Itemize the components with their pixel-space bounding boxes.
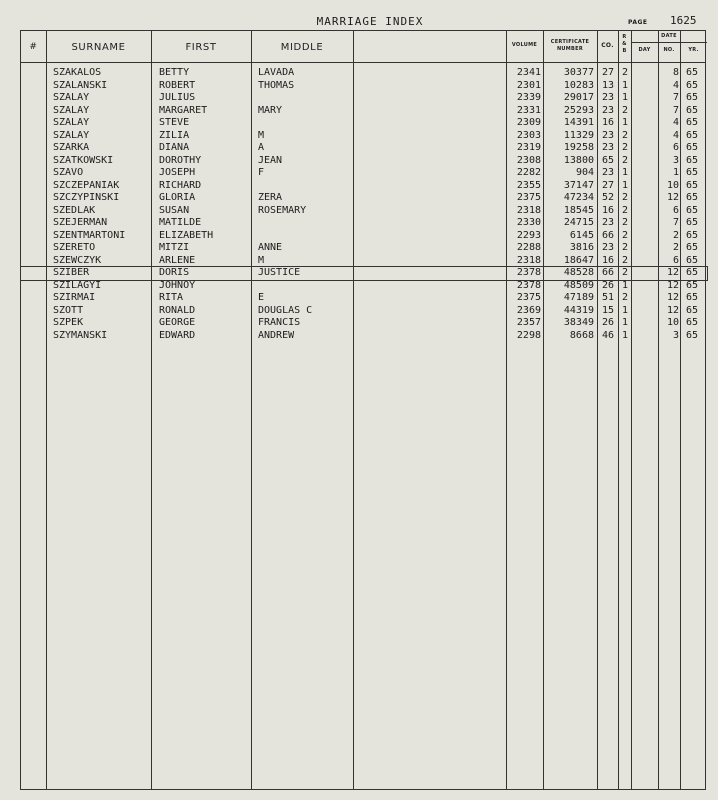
certificate-cell: 38349 [563, 317, 594, 328]
volume-cell: 2375 [516, 292, 541, 303]
month-cell: 12 [666, 292, 679, 303]
rb-cell: 2 [621, 204, 629, 216]
table-row [21, 242, 707, 255]
certificate-cell: 25293 [563, 104, 594, 116]
volume-cell: 2303 [516, 129, 541, 141]
surname-cell: SZPEK [53, 317, 84, 328]
certificate-cell: 904 [575, 167, 594, 178]
col-header-middle: MIDDLE [280, 42, 324, 53]
rb-cell: 2 [621, 104, 629, 116]
year-cell: 65 [685, 329, 699, 341]
first-name-cell: MARGARET [159, 104, 208, 116]
month-cell: 2 [672, 229, 679, 241]
year-cell: 65 [685, 92, 699, 103]
year-cell: 65 [685, 292, 699, 303]
table-row [21, 305, 707, 318]
table-row [21, 217, 707, 230]
table-row [21, 142, 707, 155]
table-row [21, 130, 707, 143]
rb-cell: 2 [621, 229, 629, 241]
col-header-certificate-number: NUMBER [556, 46, 584, 52]
table-row [21, 105, 707, 118]
col-header-rb: B [622, 48, 627, 54]
month-cell: 7 [672, 92, 679, 103]
middle-name-cell: FRANCIS [258, 317, 301, 328]
county-cell: 13 [601, 79, 615, 91]
month-cell: 10 [666, 317, 679, 328]
county-cell: 66 [601, 229, 615, 241]
county-cell: 16 [601, 204, 615, 216]
year-cell: 65 [685, 279, 699, 291]
first-name-cell: DIANA [159, 142, 190, 153]
month-cell: 3 [672, 329, 679, 341]
table-row [21, 92, 707, 105]
middle-name-cell: ANNE [258, 242, 283, 253]
col-header-rb: & [622, 41, 627, 47]
surname-cell: SZALAY [53, 92, 90, 103]
header-divider [21, 62, 705, 63]
county-cell: 46 [601, 329, 615, 341]
rb-cell: 2 [621, 192, 629, 203]
certificate-cell: 10283 [563, 79, 594, 91]
page-number: 1625 [670, 14, 697, 27]
rb-cell: 2 [621, 217, 629, 228]
month-cell: 1 [672, 167, 679, 178]
month-cell: 7 [672, 217, 679, 228]
month-cell: 2 [672, 242, 679, 253]
volume-cell: 2341 [516, 67, 541, 78]
certificate-cell: 11329 [563, 129, 594, 141]
middle-name-cell: ZERA [258, 192, 283, 203]
first-name-cell: DOROTHY [159, 154, 202, 166]
volume-cell: 2293 [516, 229, 541, 241]
first-name-cell: ELIZABETH [159, 229, 214, 241]
col-header-no: NO. [663, 47, 675, 53]
surname-cell: SZALAY [53, 117, 90, 128]
rb-cell: 2 [621, 129, 629, 141]
county-cell: 23 [601, 217, 615, 228]
certificate-cell: 8668 [569, 329, 594, 341]
first-name-cell: GLORIA [159, 192, 196, 203]
first-name-cell: MATILDE [159, 217, 202, 228]
surname-cell: SZOTT [53, 304, 84, 316]
volume-cell: 2298 [516, 329, 541, 341]
first-name-cell: ZILIA [159, 129, 190, 141]
month-cell: 4 [672, 129, 679, 141]
year-cell: 65 [685, 254, 699, 266]
county-cell: 23 [601, 104, 615, 116]
volume-cell: 2378 [516, 267, 541, 278]
rb-cell: 2 [621, 267, 629, 278]
volume-cell: 2355 [516, 179, 541, 191]
middle-name-cell: JEAN [258, 154, 283, 166]
certificate-cell: 14391 [563, 117, 594, 128]
year-cell: 65 [685, 317, 699, 328]
rb-cell: 1 [621, 92, 629, 103]
month-cell: 6 [672, 204, 679, 216]
year-cell: 65 [685, 142, 699, 153]
county-cell: 23 [601, 129, 615, 141]
first-name-cell: STEVE [159, 117, 190, 128]
year-cell: 65 [685, 104, 699, 116]
year-cell: 65 [685, 167, 699, 178]
volume-cell: 2369 [516, 304, 541, 316]
middle-name-cell: THOMAS [258, 79, 295, 91]
first-name-cell: MITZI [159, 242, 190, 253]
first-name-cell: DORIS [159, 267, 190, 278]
rb-cell: 1 [621, 279, 629, 291]
middle-name-cell: MARY [258, 104, 283, 116]
year-cell: 65 [685, 192, 699, 203]
certificate-cell: 3816 [569, 242, 594, 253]
rb-cell: 1 [621, 179, 629, 191]
year-cell: 65 [685, 204, 699, 216]
month-cell: 12 [666, 304, 679, 316]
surname-cell: SZALAY [53, 104, 90, 116]
month-cell: 3 [672, 154, 679, 166]
volume-cell: 2357 [516, 317, 541, 328]
certificate-cell: 29017 [563, 92, 594, 103]
col-header-first: FIRST [185, 42, 217, 53]
surname-cell: SZYMANSKI [53, 329, 108, 341]
col-header-num: # [29, 42, 38, 52]
month-cell: 12 [666, 192, 679, 203]
date-subheader-divider [631, 42, 707, 43]
table-row [21, 330, 707, 343]
year-cell: 65 [685, 79, 699, 91]
county-cell: 16 [601, 254, 615, 266]
month-cell: 12 [666, 279, 679, 291]
table-row [21, 167, 707, 180]
middle-name-cell: M [258, 254, 265, 266]
month-cell: 6 [672, 254, 679, 266]
surname-cell: SZALANSKI [53, 79, 108, 91]
page-title: MARRIAGE INDEX [316, 15, 424, 28]
certificate-cell: 30377 [563, 67, 594, 78]
page-label: PAGE [628, 19, 648, 26]
rb-cell: 2 [621, 242, 629, 253]
rb-cell: 2 [621, 254, 629, 266]
rb-cell: 2 [621, 142, 629, 153]
year-cell: 65 [685, 67, 699, 78]
middle-name-cell: A [258, 142, 265, 153]
certificate-cell: 19258 [563, 142, 594, 153]
volume-cell: 2309 [516, 117, 541, 128]
rb-cell: 1 [621, 79, 629, 91]
volume-cell: 2288 [516, 242, 541, 253]
certificate-cell: 47189 [563, 292, 594, 303]
table-row [21, 205, 707, 218]
volume-cell: 2319 [516, 142, 541, 153]
table-row [21, 117, 707, 130]
year-cell: 65 [685, 217, 699, 228]
table-row [21, 292, 707, 305]
month-cell: 7 [672, 104, 679, 116]
first-name-cell: JOHNOY [159, 279, 196, 291]
certificate-cell: 48509 [563, 279, 594, 291]
col-header-yr: YR. [688, 47, 699, 53]
index-table [20, 30, 706, 790]
month-cell: 6 [672, 142, 679, 153]
table-row [21, 67, 707, 80]
surname-cell: SZATKOWSKI [53, 154, 114, 166]
middle-name-cell: E [258, 292, 265, 303]
middle-name-cell: M [258, 129, 265, 141]
volume-cell: 2330 [516, 217, 541, 228]
month-cell: 12 [666, 267, 679, 278]
first-name-cell: RITA [159, 292, 184, 303]
surname-cell: SZILAGYI [53, 279, 102, 291]
volume-cell: 2308 [516, 154, 541, 166]
surname-cell: SZENTMARTONI [53, 229, 126, 241]
first-name-cell: RICHARD [159, 179, 202, 191]
surname-cell: SZALAY [53, 129, 90, 141]
certificate-cell: 24715 [563, 217, 594, 228]
certificate-cell: 6145 [569, 229, 594, 241]
year-cell: 65 [685, 179, 699, 191]
first-name-cell: JULIUS [159, 92, 196, 103]
rb-cell: 2 [621, 154, 629, 166]
volume-cell: 2378 [516, 279, 541, 291]
volume-cell: 2318 [516, 204, 541, 216]
certificate-cell: 37147 [563, 179, 594, 191]
middle-name-cell: LAVADA [258, 67, 295, 78]
rb-cell: 1 [621, 317, 629, 328]
surname-cell: SZIRMAI [53, 292, 96, 303]
col-header-certificate: CERTIFICATE [550, 39, 590, 45]
county-cell: 23 [601, 242, 615, 253]
county-cell: 26 [601, 279, 615, 291]
middle-name-cell: F [258, 167, 265, 178]
year-cell: 65 [685, 304, 699, 316]
col-header-date: DATE [661, 33, 677, 39]
surname-cell: SZCZEPANIAK [53, 179, 120, 191]
record-list [21, 67, 707, 342]
first-name-cell: JOSEPH [159, 167, 196, 178]
certificate-cell: 44319 [563, 304, 594, 316]
month-cell: 4 [672, 79, 679, 91]
col-header-day: DAY [638, 47, 651, 53]
year-cell: 65 [685, 129, 699, 141]
rb-cell: 1 [621, 117, 629, 128]
county-cell: 23 [601, 92, 615, 103]
volume-cell: 2318 [516, 254, 541, 266]
county-cell: 23 [601, 142, 615, 153]
county-cell: 26 [601, 317, 615, 328]
county-cell: 51 [601, 292, 615, 303]
certificate-cell: 18545 [563, 204, 594, 216]
first-name-cell: GEORGE [159, 317, 196, 328]
certificate-cell: 48528 [563, 267, 594, 278]
surname-cell: SZAVO [53, 167, 84, 178]
rb-cell: 1 [621, 304, 629, 316]
year-cell: 65 [685, 242, 699, 253]
rb-cell: 1 [621, 329, 629, 341]
table-row-highlighted [21, 267, 707, 280]
county-cell: 52 [601, 192, 615, 203]
volume-cell: 2331 [516, 104, 541, 116]
first-name-cell: SUSAN [159, 204, 190, 216]
certificate-cell: 47234 [563, 192, 594, 203]
year-cell: 65 [685, 154, 699, 166]
surname-cell: SZCZYPINSKI [53, 192, 120, 203]
month-cell: 8 [672, 67, 679, 78]
county-cell: 65 [601, 154, 615, 166]
county-cell: 16 [601, 117, 615, 128]
table-row [21, 192, 707, 205]
middle-name-cell: ROSEMARY [258, 204, 307, 216]
county-cell: 66 [601, 267, 615, 278]
surname-cell: SZEDLAK [53, 204, 96, 216]
table-row [21, 317, 707, 330]
volume-cell: 2339 [516, 92, 541, 103]
year-cell: 65 [685, 117, 699, 128]
month-cell: 10 [666, 179, 679, 191]
surname-cell: SZIBER [53, 267, 90, 278]
year-cell: 65 [685, 229, 699, 241]
surname-cell: SZERETO [53, 242, 96, 253]
col-header-surname: SURNAME [71, 42, 126, 53]
year-cell: 65 [685, 267, 699, 278]
middle-name-cell: JUSTICE [258, 267, 301, 278]
volume-cell: 2282 [516, 167, 541, 178]
first-name-cell: EDWARD [159, 329, 196, 341]
col-header-volume: VOLUME [511, 42, 538, 48]
first-name-cell: RONALD [159, 304, 196, 316]
rb-cell: 2 [621, 292, 629, 303]
middle-name-cell: DOUGLAS C [258, 304, 313, 316]
volume-cell: 2375 [516, 192, 541, 203]
rb-cell: 1 [621, 167, 629, 178]
rb-cell: 2 [621, 67, 629, 78]
certificate-cell: 18647 [563, 254, 594, 266]
certificate-cell: 13800 [563, 154, 594, 166]
county-cell: 27 [601, 179, 615, 191]
month-cell: 4 [672, 117, 679, 128]
surname-cell: SZEJERMAN [53, 217, 108, 228]
volume-cell: 2301 [516, 79, 541, 91]
surname-cell: SZEWCZYK [53, 254, 102, 266]
table-row [21, 155, 707, 168]
table-row [21, 180, 707, 193]
middle-name-cell: ANDREW [258, 329, 295, 341]
surname-cell: SZAKALOS [53, 67, 102, 78]
table-row [21, 255, 707, 268]
first-name-cell: BETTY [159, 67, 190, 78]
col-header-rb: R [622, 34, 627, 40]
table-row [21, 280, 707, 293]
county-cell: 27 [601, 67, 615, 78]
col-header-county: CO. [601, 42, 614, 49]
surname-cell: SZARKA [53, 142, 90, 153]
table-row [21, 80, 707, 93]
county-cell: 15 [601, 304, 615, 316]
first-name-cell: ARLENE [159, 254, 196, 266]
first-name-cell: ROBERT [159, 79, 196, 91]
table-row [21, 230, 707, 243]
county-cell: 23 [601, 167, 615, 178]
